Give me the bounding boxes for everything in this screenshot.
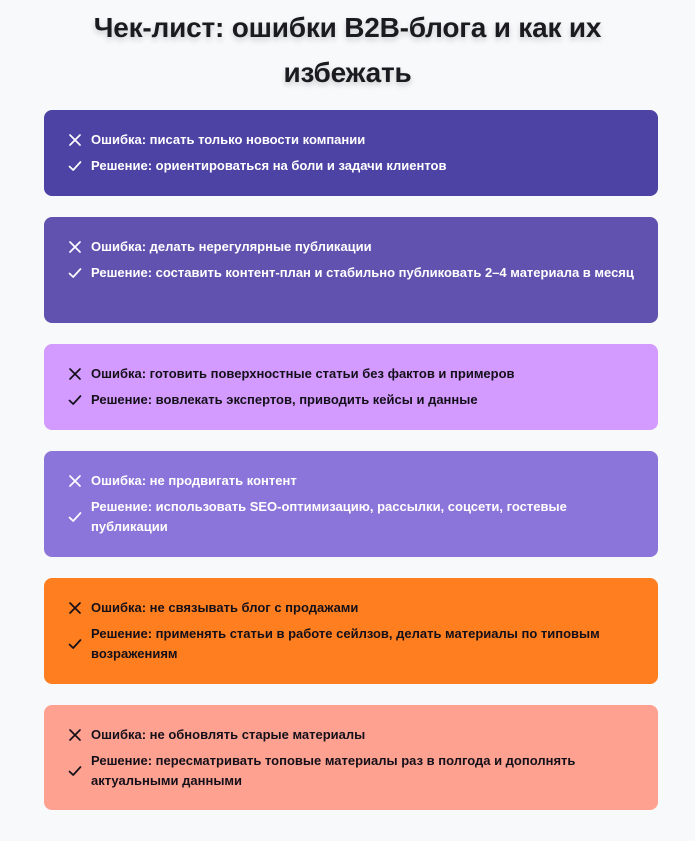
check-icon — [68, 159, 82, 173]
solution-row — [68, 263, 636, 283]
x-icon — [68, 601, 82, 615]
solution-row — [68, 390, 636, 410]
checklist-card — [44, 578, 658, 684]
solution-text: Решение: ориентироваться на боли и задачи клиентов — [91, 158, 447, 173]
mistake-row — [68, 364, 636, 384]
solution-text: Решение: вовлекать экспертов, приводить кейсы и данные — [91, 392, 478, 407]
solution-row — [68, 751, 636, 791]
mistake-text: Ошибка: не продвигать контент — [91, 473, 297, 488]
check-icon — [68, 266, 82, 280]
solution-text: Решение: использовать SEO-оптимизацию, рассылки, соцсети, гостевые публикации — [91, 499, 567, 534]
checklist — [44, 110, 658, 831]
solution-text: Решение: пересматривать топовые материалы раз в полгода и дополнять актуальными данными — [91, 753, 576, 788]
check-icon — [68, 393, 82, 407]
solution-row — [68, 624, 636, 664]
page-title: Чек-лист: ошибки B2B-блога и как их избежать — [93, 12, 602, 88]
x-icon — [68, 240, 82, 254]
solution-row — [68, 497, 636, 537]
mistake-text: Ошибка: делать нерегулярные публикации — [91, 239, 372, 254]
check-icon — [68, 764, 82, 778]
solution-text: Решение: применять статьи в работе сейлзов, делать материалы по типовым возражениям — [91, 626, 600, 661]
checklist-card — [44, 110, 658, 196]
x-icon — [68, 133, 82, 147]
checklist-card — [44, 451, 658, 557]
x-icon — [68, 367, 82, 381]
mistake-row — [68, 130, 636, 150]
mistake-row — [68, 598, 636, 618]
check-icon — [68, 510, 82, 524]
checklist-card — [44, 344, 658, 430]
mistake-text: Ошибка: писать только новости компании — [91, 132, 366, 147]
solution-text: Решение: составить контент-план и стабильно публиковать 2–4 материала в месяц — [91, 265, 634, 280]
mistake-text: Ошибка: не связывать блог с продажами — [91, 600, 359, 615]
mistake-row — [68, 237, 636, 257]
solution-row — [68, 156, 636, 176]
mistake-text: Ошибка: не обновлять старые материалы — [91, 727, 366, 742]
mistake-text: Ошибка: готовить поверхностные статьи без фактов и примеров — [91, 366, 515, 381]
x-icon — [68, 474, 82, 488]
check-icon — [68, 637, 82, 651]
checklist-card — [44, 217, 658, 323]
mistake-row — [68, 725, 636, 745]
mistake-row — [68, 471, 636, 491]
x-icon — [68, 728, 82, 742]
checklist-card — [44, 705, 658, 810]
